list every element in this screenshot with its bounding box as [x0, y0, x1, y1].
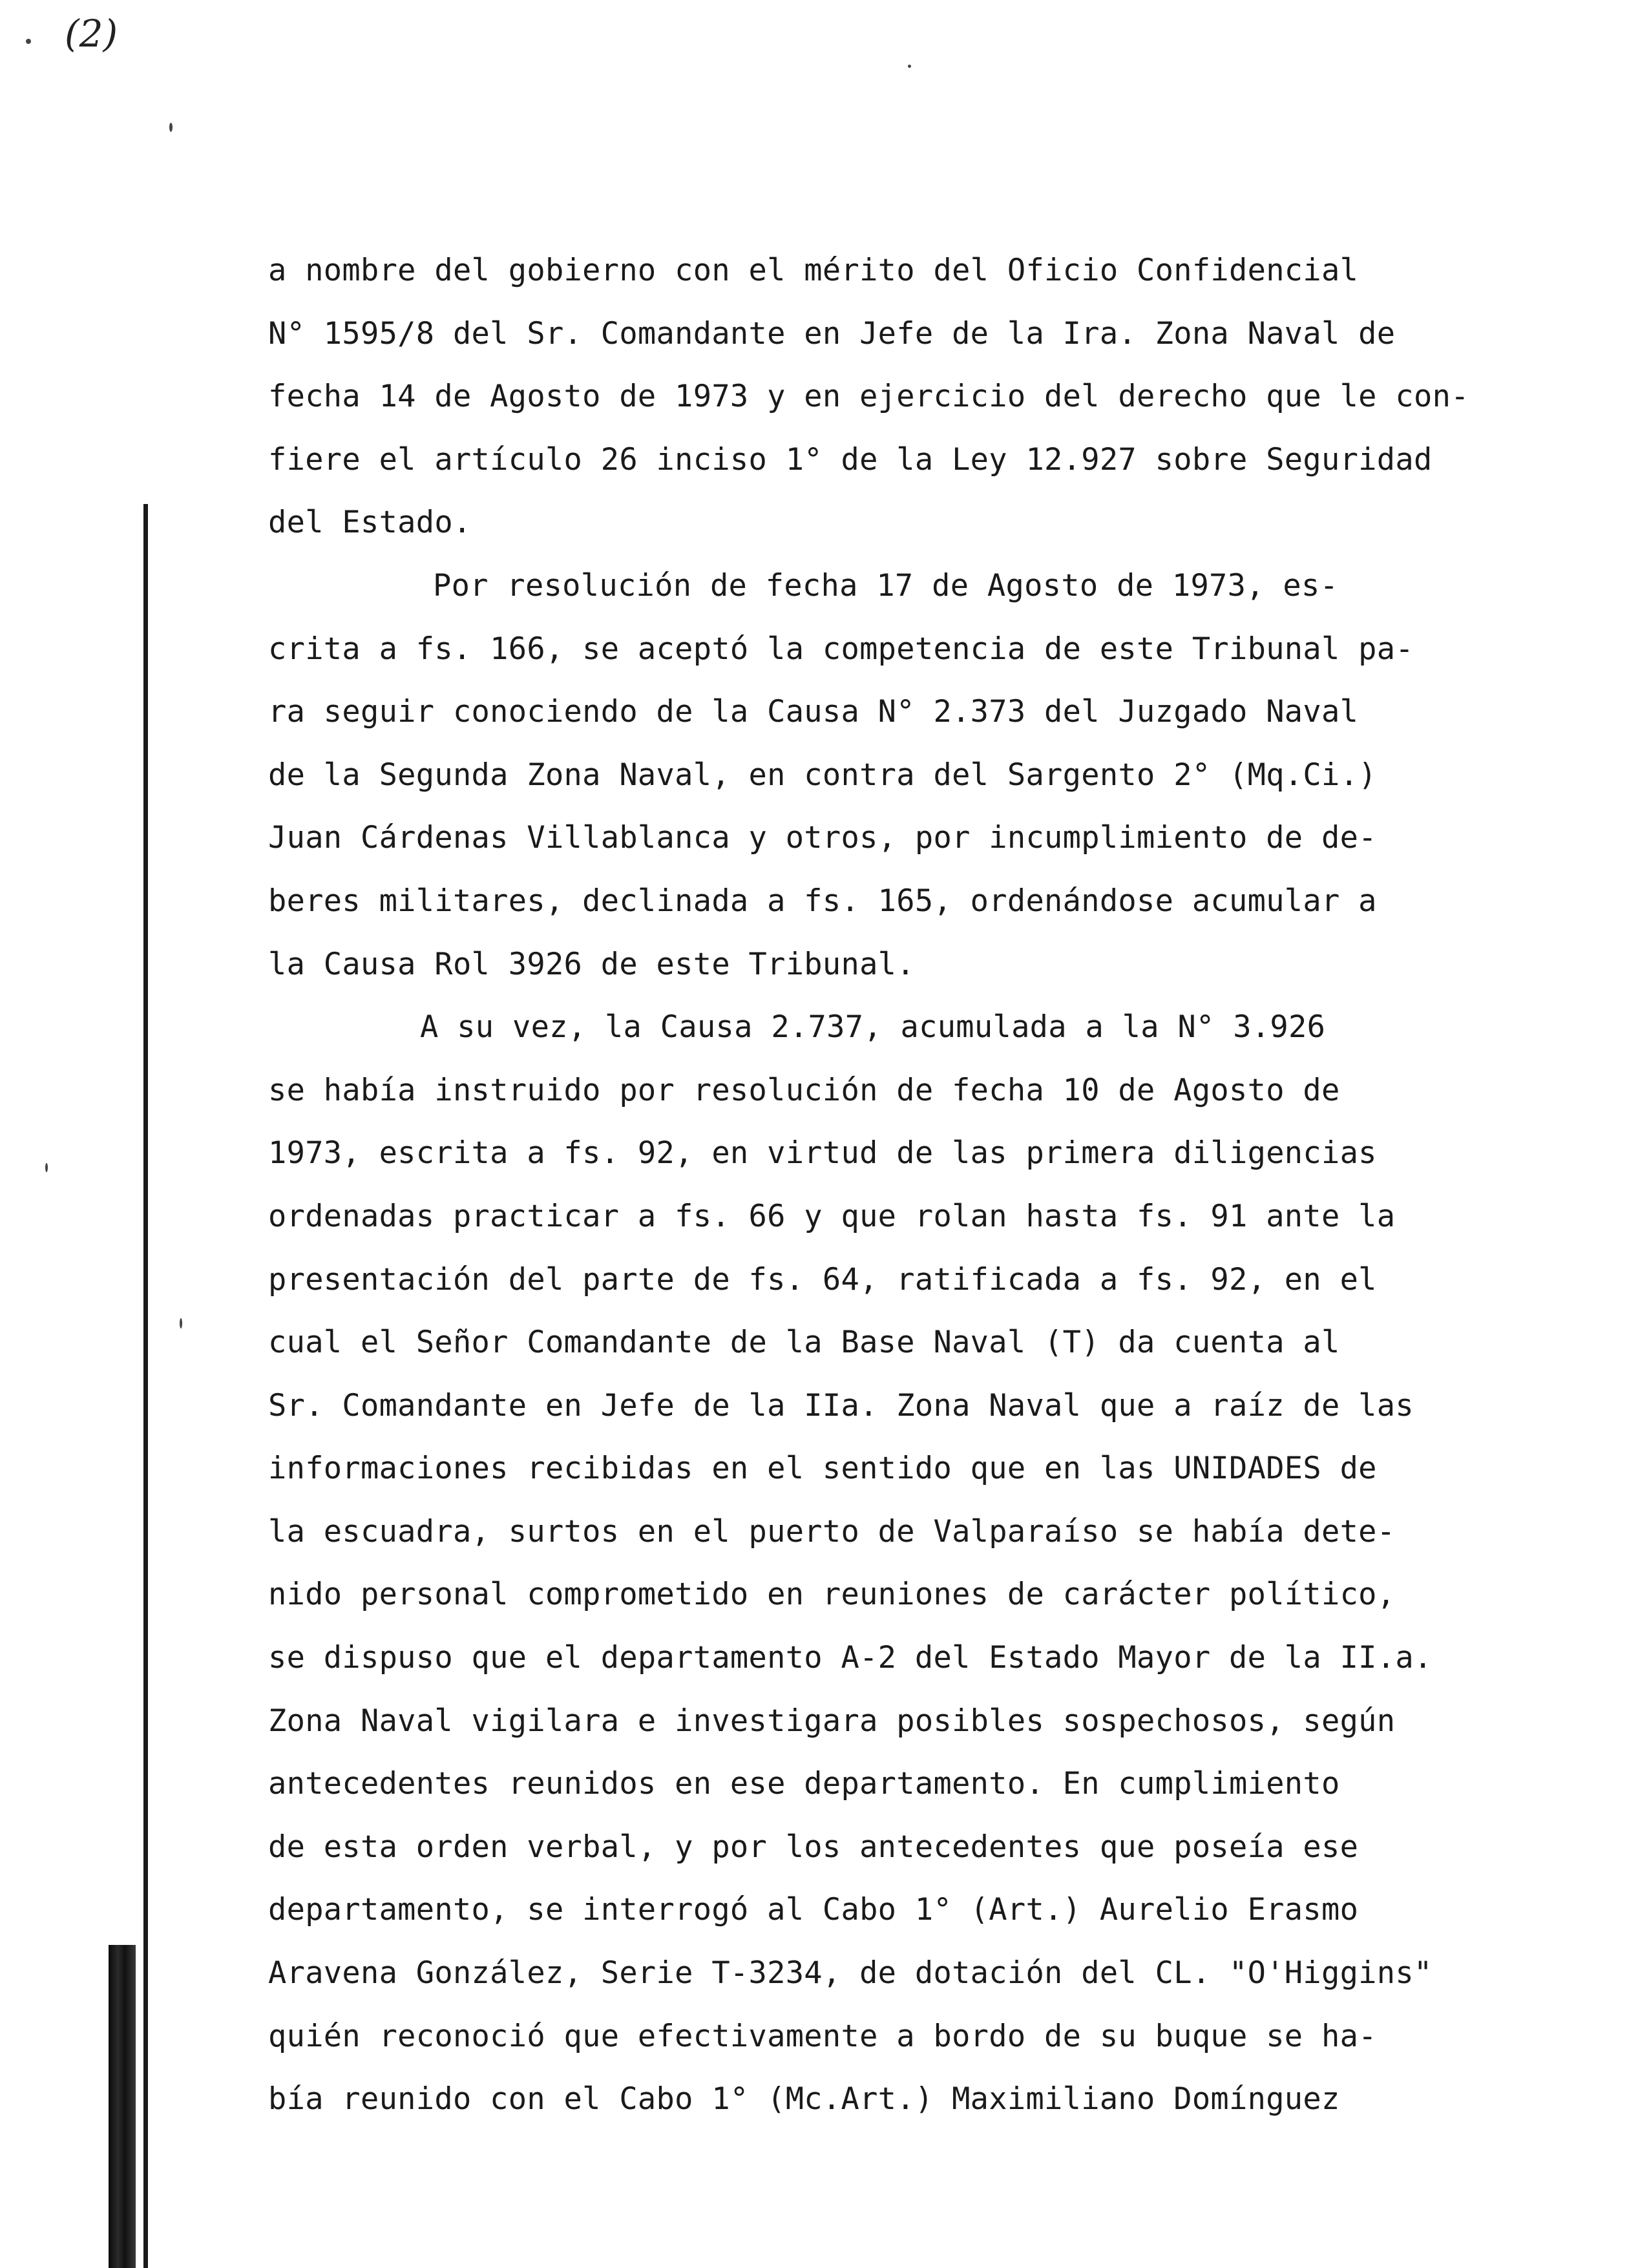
body-line: fiere el artículo 26 inciso 1° de la Ley 12.927 sobre Seguridad	[268, 441, 1433, 478]
body-line: Zona Naval vigilara e investigara posibles sospechosos, según	[268, 1703, 1396, 1739]
margin-scan-line	[143, 504, 148, 2268]
body-line: informaciones recibidas en el sentido que en las UNIDADES de	[268, 1451, 1377, 1487]
body-line: crita a fs. 166, se aceptó la competencia de este Tribunal pa-	[268, 631, 1414, 667]
scan-speck	[26, 39, 31, 44]
body-line: ra seguir conociendo de la Causa N° 2.373 del Juzgado Naval	[268, 694, 1359, 730]
body-line: la escuadra, surtos en el puerto de Valparaíso se había dete-	[268, 1513, 1396, 1549]
paragraph-start-line: Por resolución de fecha 17 de Agosto de 1973, es-	[433, 567, 1339, 604]
body-line: de esta orden verbal, y por los antecedentes que poseía ese	[268, 1829, 1359, 1865]
body-line: departamento, se interrogó al Cabo 1° (Art.) Aurelio Erasmo	[268, 1892, 1359, 1928]
body-line: nido personal comprometido en reuniones de carácter político,	[268, 1577, 1396, 1613]
body-line: quién reconoció que efectivamente a bordo de su buque se ha-	[268, 2018, 1377, 2054]
body-line: antecedentes reunidos en ese departamento. En cumplimiento	[268, 1766, 1340, 1802]
scan-speck	[180, 1318, 182, 1328]
page-number-mark: (2)	[65, 12, 118, 56]
body-line: 1973, escrita a fs. 92, en virtud de las primera diligencias	[268, 1135, 1377, 1171]
body-line: de la Segunda Zona Naval, en contra del Sargento 2° (Mq.Ci.)	[268, 757, 1377, 793]
scan-speck	[169, 123, 173, 132]
body-line: presentación del parte de fs. 64, ratificada a fs. 92, en el	[268, 1261, 1377, 1297]
body-line: N° 1595/8 del Sr. Comandante en Jefe de la Ira. Zona Naval de	[268, 315, 1396, 352]
body-line: Aravena González, Serie T-3234, de dotación del CL. "O'Higgins"	[268, 1955, 1433, 1991]
body-line: bía reunido con el Cabo 1° (Mc.Art.) Maximiliano Domínguez	[268, 2081, 1340, 2117]
body-line: ordenadas practicar a fs. 66 y que rolan hasta fs. 91 ante la	[268, 1198, 1396, 1234]
body-line: del Estado.	[268, 505, 472, 541]
body-line: beres militares, declinada a fs. 165, ordenándose acumular a	[268, 883, 1377, 919]
body-line: a nombre del gobierno con el mérito del Oficio Confidencial	[268, 253, 1359, 288]
scan-speck	[908, 65, 911, 68]
body-line: fecha 14 de Agosto de 1973 y en ejercicio del derecho que le con-	[268, 379, 1469, 415]
body-line: se había instruido por resolución de fecha 10 de Agosto de	[268, 1072, 1340, 1108]
scan-speck	[45, 1163, 48, 1172]
body-line: Juan Cárdenas Villablanca y otros, por incumplimiento de de-	[268, 820, 1377, 856]
body-line: Sr. Comandante en Jefe de la IIa. Zona Naval que a raíz de las	[268, 1387, 1414, 1423]
document-body	[268, 239, 1632, 2131]
margin-scan-bar	[109, 1945, 136, 2268]
body-line: la Causa Rol 3926 de este Tribunal.	[268, 946, 915, 982]
body-line: cual el Señor Comandante de la Base Naval (T) da cuenta al	[268, 1325, 1340, 1361]
paragraph-start-line: A su vez, la Causa 2.737, acumulada a la N° 3.926	[420, 1009, 1326, 1045]
body-line: se dispuso que el departamento A-2 del Estado Mayor de la II.a.	[268, 1640, 1433, 1676]
